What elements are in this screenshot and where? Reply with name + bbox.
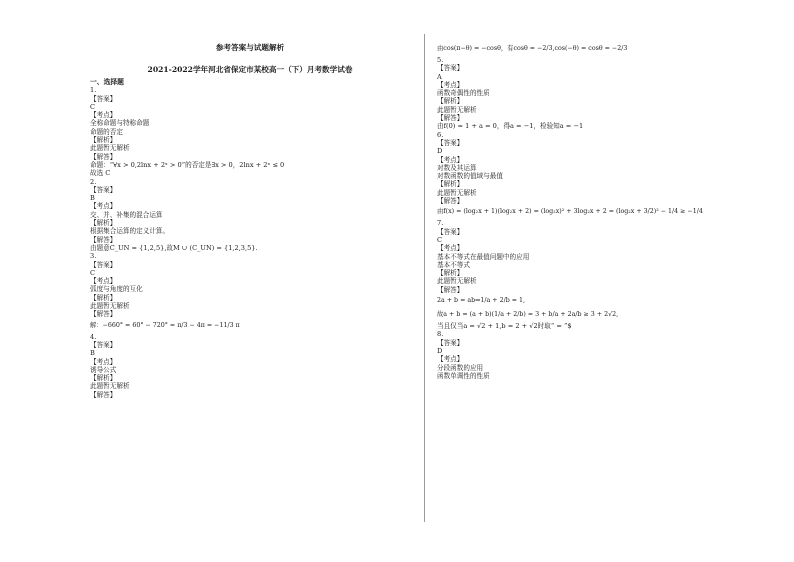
knowledge-point: 诱导公式 <box>90 365 117 374</box>
analysis-label: 【解析】 <box>90 136 117 145</box>
solution-formula: 2a + b = ab⇒1/a + 2/b = 1, <box>437 297 526 305</box>
solution-formula: 故a + b = (a + b)(1/a + 2/b) = 3 + b/a + 2a/b ≥ 3 + 2√2, <box>437 311 619 319</box>
column-divider <box>424 34 425 522</box>
knowledge-point-label: 【考点】 <box>90 111 117 120</box>
knowledge-point-label: 【考点】 <box>437 355 464 364</box>
solution-formula: 由f(x) = (log₂x + 1)(log₂x + 2) = (log₂x)² + 3log₂x + 2 = (log₂x + 3/2)² − 1/4 ≥ −1/4 <box>437 208 703 216</box>
analysis-text: 根据集合运算的定义计算。 <box>90 227 170 236</box>
question-number: 7. <box>437 219 444 228</box>
solution-text: 由题意C_UN = {1,2,5},故M ∪ (C_UN) = {1,2,3,5}. <box>90 243 258 252</box>
knowledge-point-label: 【考点】 <box>437 155 464 164</box>
knowledge-point: 函数单调性的性质 <box>437 371 490 380</box>
analysis-label: 【解析】 <box>90 293 117 302</box>
knowledge-point: 分段函数的应用 <box>437 363 484 372</box>
knowledge-point-label: 【考点】 <box>90 202 117 211</box>
solution-label: 【解答】 <box>90 152 117 161</box>
knowledge-point: 基本不等式 <box>437 260 470 269</box>
knowledge-point: 函数奇偶性的性质 <box>437 89 490 98</box>
knowledge-point-label: 【考点】 <box>90 277 117 286</box>
question-number: 5. <box>437 56 444 64</box>
section-title: 一、选择题 <box>90 78 124 86</box>
solution-text: 命题：“∀x > 0,2lnx + 2ˣ > 0”的否定是∃x > 0，2lnx + 2ˣ ≤ 0 <box>90 160 285 169</box>
knowledge-point-label: 【考点】 <box>90 357 117 366</box>
document-subtitle: 2021-2022学年河北省保定市某校高一（下）月考数学试卷 <box>147 65 353 74</box>
document-title: 参考答案与试题解析 <box>215 43 285 52</box>
answer-value: B <box>90 349 95 358</box>
solution-label: 【解答】 <box>90 390 117 399</box>
question-number: 8. <box>437 330 444 339</box>
solution-label: 【解答】 <box>90 235 117 244</box>
knowledge-point: 对数及其运算 <box>437 163 477 172</box>
analysis-text: 此题暂无解析 <box>90 382 130 391</box>
analysis-text: 此题暂无解析 <box>437 105 477 114</box>
answer-value: A <box>437 72 442 81</box>
solution-formula: 由cos(π−θ) = −cosθ，有cosθ = −2/3,cos(−θ) = cosθ = −2/3 <box>437 45 628 52</box>
answer-label: 【答案】 <box>437 227 464 236</box>
answer-label: 【答案】 <box>90 340 117 349</box>
analysis-label: 【解析】 <box>437 269 464 278</box>
answer-label: 【答案】 <box>437 138 464 147</box>
analysis-text: 此题暂无解析 <box>437 188 477 197</box>
answer-label: 【答案】 <box>437 64 464 73</box>
answer-label: 【答案】 <box>90 94 117 103</box>
answer-value: C <box>90 102 96 111</box>
answer-label: 【答案】 <box>437 338 464 347</box>
knowledge-point: 命题的否定 <box>90 127 123 136</box>
answer-value: C <box>90 268 96 277</box>
answer-label: 【答案】 <box>90 260 117 269</box>
question-number: 2. <box>90 177 97 186</box>
answer-label: 【答案】 <box>90 185 117 194</box>
answer-value: C <box>437 235 443 244</box>
analysis-label: 【解析】 <box>90 219 117 228</box>
solution-text: 当且仅当a = √2 + 1,b = 2 + √2时取“ = ”$ <box>437 322 572 331</box>
knowledge-point: 对数函数的值域与最值 <box>437 172 503 181</box>
answer-value: D <box>437 346 443 355</box>
answer-value: B <box>90 194 95 203</box>
question-number: 1. <box>90 86 97 95</box>
left-column <box>90 42 410 399</box>
solution-formula: 解：−660° = 60° − 720° = π/3 − 4π = −11/3 π <box>90 321 240 329</box>
solution-text: 故选 C <box>90 169 111 178</box>
analysis-label: 【解析】 <box>437 180 464 189</box>
question-number: 6. <box>437 130 444 139</box>
right-column <box>437 42 767 380</box>
analysis-text: 此题暂无解析 <box>437 277 477 286</box>
solution-label: 【解答】 <box>437 197 464 206</box>
solution-label: 【解答】 <box>437 285 464 294</box>
knowledge-point: 基本不等式在最值问题中的应用 <box>437 252 530 261</box>
question-number: 3. <box>90 252 97 261</box>
analysis-label: 【解析】 <box>437 97 464 106</box>
question-number: 4. <box>90 332 97 341</box>
knowledge-point: 弧度与角度的互化 <box>90 285 143 294</box>
knowledge-point-label: 【考点】 <box>437 80 464 89</box>
analysis-text: 此题暂无解析 <box>90 144 130 153</box>
answer-value: D <box>437 147 443 156</box>
knowledge-point-label: 【考点】 <box>437 244 464 253</box>
analysis-text: 此题暂无解析 <box>90 302 130 311</box>
analysis-label: 【解析】 <box>90 374 117 383</box>
solution-label: 【解答】 <box>437 114 464 123</box>
knowledge-point: 交、并、补集的混合运算 <box>90 210 163 219</box>
knowledge-point: 全称命题与特称命题 <box>90 119 150 128</box>
solution-text: 由f(0) = 1 + a = 0，得a = −1，检验知a = −1 <box>437 122 584 131</box>
solution-label: 【解答】 <box>90 310 117 319</box>
